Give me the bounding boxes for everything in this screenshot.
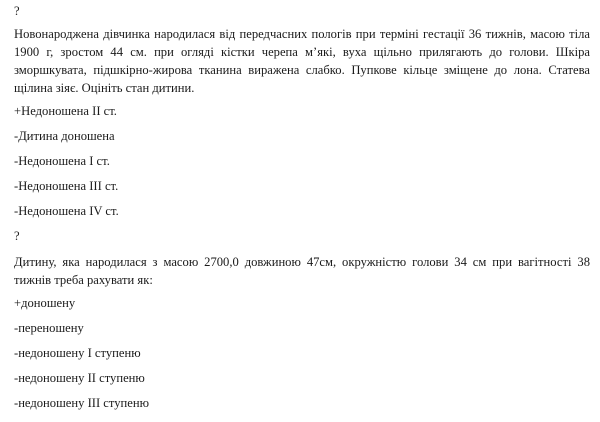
question-text: Новонароджена дівчинка народилася від передчасних пологів при терміні гестації 36 тижнів, масою тіла 1900 г, зростом 44 см. при огляді кістки черепа м’які, вуха щільно прилягають до голови. Шкіра зморшкувата, підшкірно-жирова тканина виражена слабко. Пупкове кільце зміщене до лона. Статева щілина зіяє. Оцініть стан дитини. — [14, 27, 590, 95]
question-marker: ? — [14, 4, 20, 18]
question-marker: ? — [14, 229, 20, 243]
answer-option: -переношену — [14, 321, 84, 335]
answer-option: -недоношену ІІ ступеню — [14, 371, 145, 385]
answer-option: -Недоношена IV ст. — [14, 204, 119, 218]
answer-option: -недоношену І ступеню — [14, 346, 141, 360]
answer-option: -Недоношена І ст. — [14, 154, 110, 168]
answer-option: -Недоношена ІІІ ст. — [14, 179, 119, 193]
answer-option: +доношену — [14, 296, 76, 310]
answer-option: +Недоношена ІІ ст. — [14, 104, 117, 118]
answer-option: -недоношену ІІІ ступеню — [14, 396, 150, 410]
question-text: Дитину, яка народилася з масою 2700,0 довжиною 47см, окружністю голови 34 см при вагітності 38 тижнів треба рахувати як: — [14, 255, 590, 287]
answer-option: -Дитина доношена — [14, 129, 115, 143]
